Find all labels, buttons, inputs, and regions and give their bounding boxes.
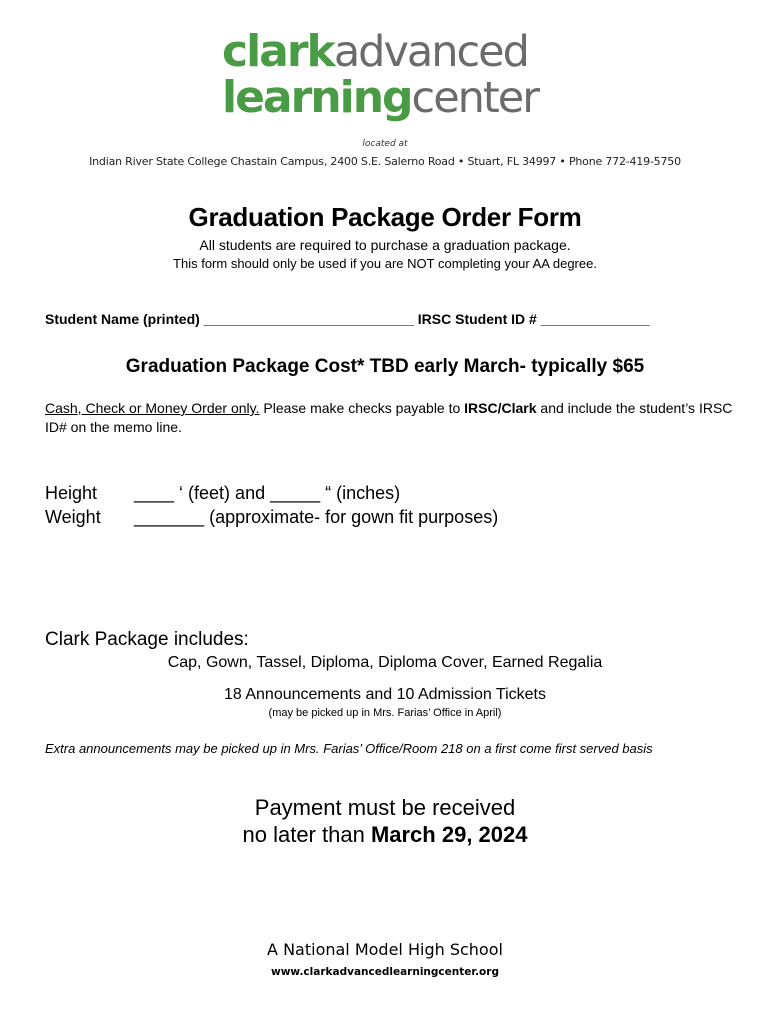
form-title: Graduation Package Order Form <box>188 202 582 232</box>
footer-website-link[interactable]: www.clarkadvancedlearningcenter.org <box>271 966 499 978</box>
logo-word-advanced: advanced <box>333 27 528 77</box>
logo-word-learning: learning <box>222 72 412 123</box>
payment-text-2: and include the student’s IRSC ID# on the memo line. <box>45 400 733 435</box>
logo-word-center: center <box>411 73 538 123</box>
payment-methods: Cash, Check or Money Order only. <box>45 400 260 416</box>
deadline-line-2 <box>0 822 770 848</box>
form-subtitle-1: All students are required to purchase a graduation package. <box>199 237 571 253</box>
deadline-line-1: Payment must be received <box>254 795 516 820</box>
logo-line-2 <box>222 72 538 123</box>
logo-line-1 <box>222 26 528 77</box>
weight-field[interactable]: _______ (approximate- for gown fit purposes) <box>134 507 499 527</box>
package-cost-heading: Graduation Package Cost* TBD early March- typically $65 <box>125 356 645 377</box>
payment-text-1: Please make checks payable to <box>259 400 465 416</box>
school-logo <box>222 28 562 128</box>
payment-instructions <box>45 399 735 437</box>
located-at-label: located at <box>362 139 408 149</box>
package-announcements: 18 Announcements and 10 Admission Tickets <box>224 686 546 703</box>
form-subtitle-2: This form should only be used if you are NOT completing your AA degree. <box>173 256 597 271</box>
student-name-id-field[interactable]: Student Name (printed) ___________________________ IRSC Student ID # ______________ <box>45 311 650 327</box>
height-label: Height <box>45 483 98 503</box>
pickup-note: (may be picked up in Mrs. Farias’ Office in April) <box>268 707 502 719</box>
weight-label: Weight <box>45 507 101 527</box>
school-address: Indian River State College Chastain Campus, 2400 S.E. Salerno Road • Stuart, FL 34997 • Phone 772-419-5750 <box>89 155 681 168</box>
footer-tagline: A National Model High School <box>267 940 503 959</box>
logo-word-clark: clark <box>222 26 334 77</box>
extra-announcements-note: Extra announcements may be picked up in Mrs. Farias’ Office/Room 218 on a first come first served basis <box>45 741 653 756</box>
package-items: Cap, Gown, Tassel, Diploma, Diploma Cover, Earned Regalia <box>167 654 603 671</box>
height-field[interactable]: ____ ‘ (feet) and _____ “ (inches) <box>134 483 401 503</box>
payee-name: IRSC/Clark <box>464 400 537 416</box>
deadline-prefix: no later than <box>242 822 371 847</box>
package-includes-heading: Clark Package includes: <box>45 629 249 650</box>
deadline-date: March 29, 2024 <box>370 822 528 847</box>
